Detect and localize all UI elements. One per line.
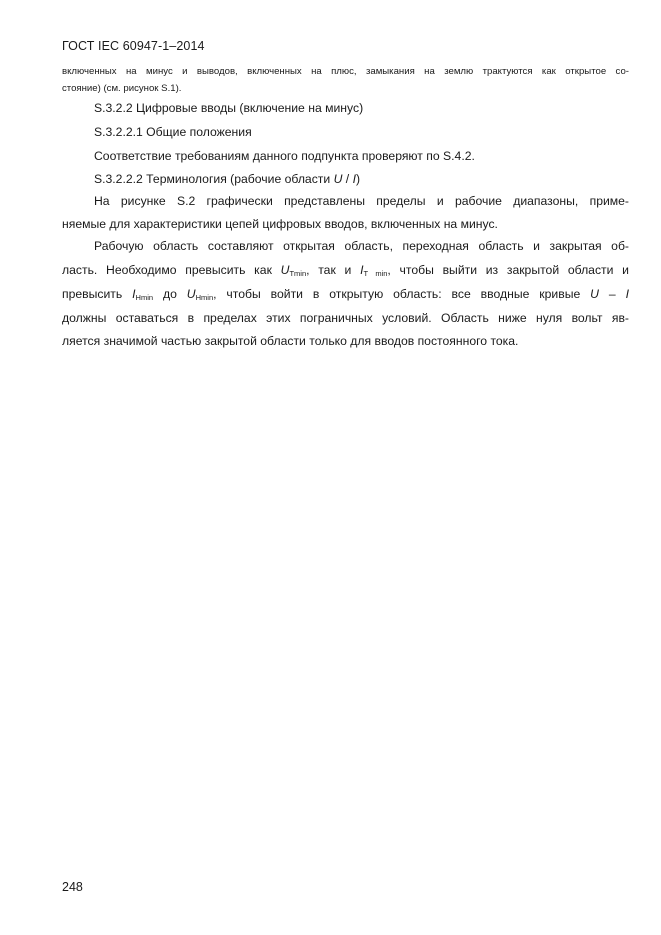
subscript-tmin: Tmin <box>289 269 307 278</box>
paragraph-2-line-5: ляется значимой частью закрытой области только для вводов постоянного тока. <box>62 334 519 348</box>
heading-i-symbol: I <box>352 172 356 186</box>
text-segment: , чтобы выйти из закрытой области и <box>387 263 629 277</box>
subscript-t-min: T min <box>363 269 388 278</box>
symbol-i: I <box>625 287 629 301</box>
paragraph-2-line-4: должны оставаться в пределах этих пограничных условий. Область ниже нуля вольт яв- <box>62 311 629 325</box>
paragraph-2-line-1: Рабочую область составляют открытая область, переходная область и закрытая об- <box>94 239 629 253</box>
document-header: ГОСТ IEC 60947-1–2014 <box>62 39 205 53</box>
symbol-i: I <box>360 263 364 277</box>
subscript-hmin: Hmin <box>135 293 154 302</box>
text-segment: , так и <box>306 263 361 277</box>
compliance-paragraph: Соответствие требованиям данного подпункта проверяют по S.4.2. <box>94 149 475 163</box>
paragraph-1-line-1: На рисунке S.2 графически представлены пределы и рабочие диапазоны, приме- <box>94 194 629 208</box>
continued-text-line-1: включенных на минус и выводов, включенных на плюс, замыкания на землю трактуются как открытое со- <box>62 66 629 77</box>
text-segment: ласть. Необходимо превысить как <box>62 263 281 277</box>
paragraph-2-line-2 <box>62 262 629 282</box>
continued-text-line-2: стояние) (см. рисунок S.1). <box>62 83 182 94</box>
text-segment: превысить <box>62 287 133 301</box>
section-heading-s32222 <box>62 171 629 187</box>
section-heading-s32221: S.3.2.2.1 Общие положения <box>94 125 252 139</box>
dash: – <box>598 287 626 301</box>
paragraph-2-line-3 <box>62 286 629 306</box>
text-segment: , чтобы войти в открытую область: все вводные кривые <box>213 287 591 301</box>
heading-prefix: S.3.2.2.2 Терминология (рабочие области <box>94 172 334 186</box>
symbol-u: U <box>280 263 290 277</box>
page-number: 248 <box>62 880 83 894</box>
symbol-i: I <box>132 287 136 301</box>
section-heading-s3222: S.3.2.2 Цифровые вводы (включение на минус) <box>94 101 364 115</box>
heading-separator: / <box>342 172 353 186</box>
symbol-u: U <box>186 287 196 301</box>
heading-u-symbol: U <box>333 172 343 186</box>
text-segment: до <box>153 287 187 301</box>
symbol-u: U <box>590 287 599 301</box>
heading-suffix: ) <box>355 172 361 186</box>
subscript-hmin: Hmin <box>195 293 214 302</box>
paragraph-1-line-2: няемые для характеристики цепей цифровых вводов, включенных на минус. <box>62 217 498 231</box>
